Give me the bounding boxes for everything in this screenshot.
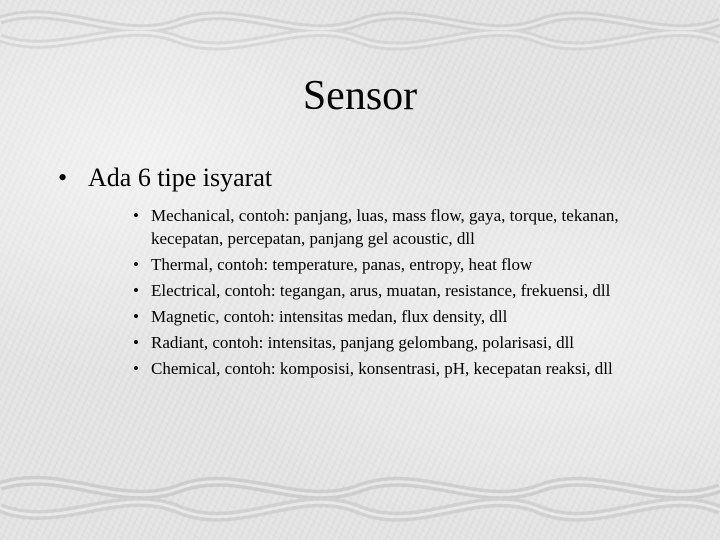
bullet-icon: • — [133, 333, 139, 352]
signal-type-list — [133, 204, 663, 380]
main-bullet-text: Ada 6 tipe isyarat — [88, 163, 273, 192]
list-item-text: Thermal, contoh: temperature, panas, entropy, heat flow — [151, 255, 533, 274]
bullet-icon: • — [133, 281, 139, 300]
slide-content — [58, 160, 678, 383]
bullet-icon: • — [133, 255, 139, 274]
list-item-text: Mechanical, contoh: panjang, luas, mass flow, gaya, torque, tekanan, kecepatan, percepatan, panjang gel acoustic, dll — [151, 206, 619, 248]
list-item — [133, 331, 663, 354]
list-item — [133, 204, 663, 250]
braid-decoration-top — [0, 0, 720, 70]
list-item-text: Radiant, contoh: intensitas, panjang gelombang, polarisasi, dll — [151, 333, 575, 352]
list-item — [133, 279, 663, 302]
bullet-icon: • — [133, 206, 139, 225]
bullet-icon: • — [58, 163, 68, 192]
list-item-text: Magnetic, contoh: intensitas medan, flux density, dll — [151, 307, 508, 326]
braid-decoration-bottom — [0, 466, 720, 536]
list-item — [133, 253, 663, 276]
slide-title: Sensor — [302, 73, 418, 119]
list-item-text: Electrical, contoh: tegangan, arus, muatan, resistance, frekuensi, dll — [151, 281, 611, 300]
list-item — [133, 357, 663, 380]
main-bullet — [58, 160, 678, 196]
bullet-icon: • — [133, 359, 139, 378]
list-item-text: Chemical, contoh: komposisi, konsentrasi, pH, kecepatan reaksi, dll — [151, 359, 613, 378]
bullet-icon: • — [133, 307, 139, 326]
list-item — [133, 305, 663, 328]
